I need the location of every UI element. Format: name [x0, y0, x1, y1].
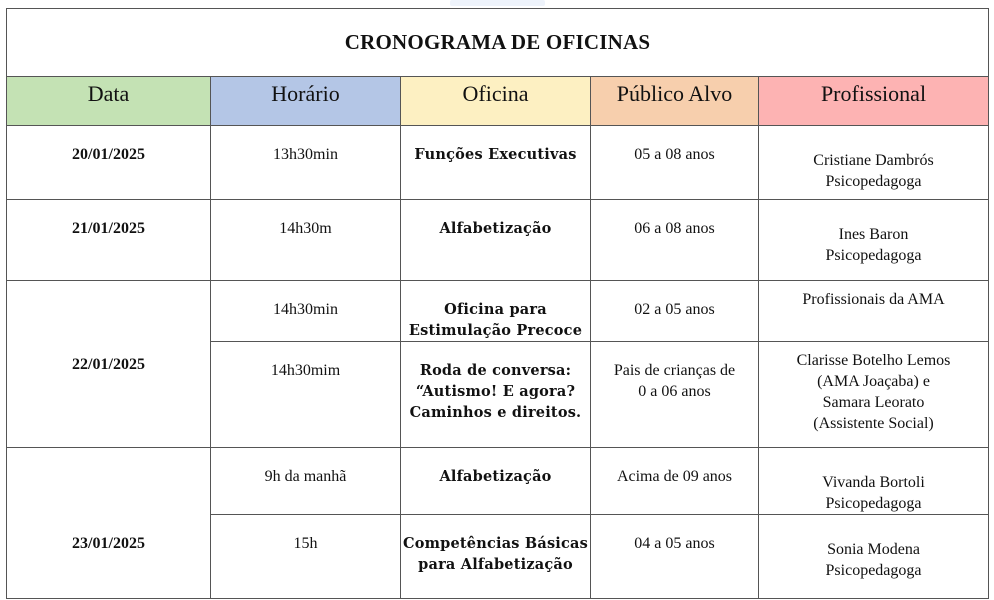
oficina-cell	[401, 281, 591, 342]
top-strip	[0, 0, 994, 8]
publico-cell	[591, 126, 759, 200]
publico-cell	[591, 281, 759, 342]
profissional-line: Psicopedagoga	[825, 247, 922, 264]
header-horario: Horário	[211, 77, 401, 126]
oficina-cell	[401, 200, 591, 281]
oficina-line: Roda de conversa:	[419, 362, 572, 379]
profissional-line: Psicopedagoga	[825, 495, 922, 512]
publico-cell	[591, 515, 759, 599]
profissional-line: Profissionais da AMA	[802, 291, 945, 308]
oficina-line: Estimulação Precoce	[408, 322, 583, 339]
oficina-cell	[401, 126, 591, 200]
horario-cell: 9h da manhã	[211, 448, 401, 515]
publico-line: 0 a 06 anos	[638, 383, 711, 400]
header-oficina: Oficina	[401, 77, 591, 126]
profissional-line: (Assistente Social)	[813, 415, 934, 432]
table-row	[7, 200, 989, 281]
table-title: CRONOGRAMA DE OFICINAS	[7, 9, 989, 77]
profissional-cell	[759, 448, 989, 515]
profissional-cell	[759, 281, 989, 342]
publico-cell	[591, 342, 759, 448]
oficina-cell	[401, 448, 591, 515]
oficina-line: Oficina para	[444, 301, 547, 318]
date-value: 23/01/2025	[72, 534, 145, 552]
profissional-cell	[759, 515, 989, 599]
horario-cell: 14h30min	[211, 281, 401, 342]
oficina-line: “Autismo! E agora?	[415, 383, 576, 400]
profissional-line: Psicopedagoga	[825, 562, 922, 579]
publico-line: 04 a 05 anos	[634, 535, 715, 552]
oficina-line: Alfabetização	[439, 220, 552, 237]
oficina-line: Alfabetização	[439, 468, 552, 485]
publico-cell	[591, 200, 759, 281]
table-row	[7, 126, 989, 200]
profissional-line: Ines Baron	[838, 226, 909, 243]
horario-cell: 15h	[211, 515, 401, 599]
oficina-line: Funções Executivas	[414, 146, 577, 163]
header-row	[7, 77, 989, 126]
oficina-line: Competências Básicas	[402, 535, 589, 552]
horario-cell: 13h30min	[211, 126, 401, 200]
schedule-table	[6, 8, 989, 599]
profissional-cell	[759, 200, 989, 281]
profissional-cell	[759, 342, 989, 448]
date-cell: 21/01/2025	[7, 200, 211, 281]
header-profissional: Profissional	[759, 77, 989, 126]
publico-line: Pais de crianças de	[613, 362, 736, 379]
profissional-cell	[759, 126, 989, 200]
profissional-line: Vivanda Bortoli	[822, 474, 925, 491]
table-row	[7, 448, 989, 515]
oficina-line: para Alfabetização	[418, 556, 573, 573]
profissional-line: Sonia Modena	[827, 541, 920, 558]
oficina-line: Caminhos e direitos.	[409, 404, 582, 421]
profissional-line: (AMA Joaçaba) e	[817, 373, 930, 390]
oficina-cell	[401, 515, 591, 599]
profissional-line: Psicopedagoga	[825, 173, 922, 190]
title-row	[7, 9, 989, 77]
profissional-line: Samara Leorato	[822, 394, 925, 411]
publico-line: 05 a 08 anos	[634, 146, 715, 163]
profissional-line: Cristiane Dambrós	[813, 152, 934, 169]
date-cell: 20/01/2025	[7, 126, 211, 200]
publico-cell	[591, 448, 759, 515]
header-publico-alvo: Público Alvo	[591, 77, 759, 126]
header-data: Data	[7, 77, 211, 126]
horario-cell: 14h30m	[211, 200, 401, 281]
publico-line: 06 a 08 anos	[634, 220, 715, 237]
publico-line: 02 a 05 anos	[634, 301, 715, 318]
publico-line: Acima de 09 anos	[616, 468, 733, 485]
date-cell	[7, 448, 211, 599]
horario-cell: 14h30mim	[211, 342, 401, 448]
oficina-cell	[401, 342, 591, 448]
profissional-line: Clarisse Botelho Lemos	[796, 352, 951, 369]
date-cell: 22/01/2025	[7, 281, 211, 448]
table-row	[7, 281, 989, 342]
